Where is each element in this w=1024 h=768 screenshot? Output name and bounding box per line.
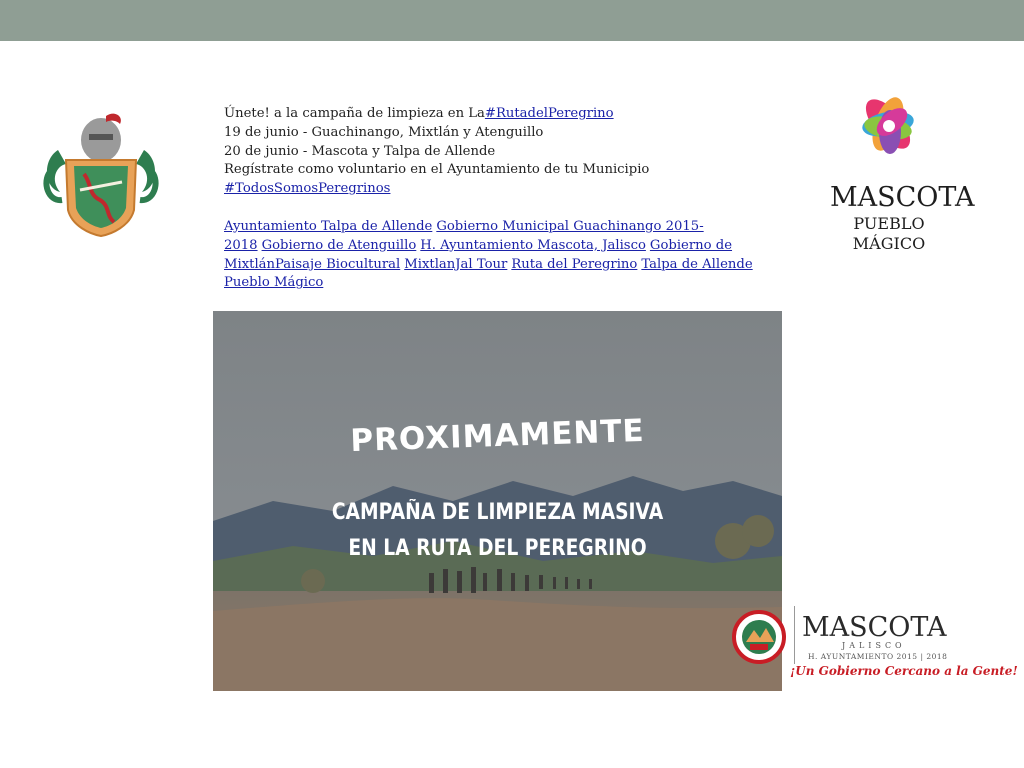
ruta-hashtag-link[interactable]: #RutadelPeregrino <box>484 106 614 121</box>
hashtag-line <box>224 180 764 199</box>
invite-text: Únete! a la campaña de limpieza en La <box>224 106 485 121</box>
brand-name: MASCOTA <box>830 182 975 213</box>
gov-term: H. AYUNTAMIENTO 2015 | 2018 <box>808 652 948 661</box>
tag-link[interactable]: Ruta del Peregrino <box>511 256 638 272</box>
tag-link[interactable]: Pueblo Mágico <box>224 275 324 291</box>
photo-subline-2: EN LA RUTA DEL PEREGRINO <box>348 536 647 561</box>
post-text <box>224 105 764 293</box>
photo-subline-1: CAMPAÑA DE LIMPIEZA MASIVA <box>331 500 664 525</box>
top-bar <box>0 0 1024 41</box>
coat-of-arms-logo <box>40 110 162 240</box>
tags-row-3 <box>224 256 764 275</box>
gov-slogan: ¡Un Gobierno Cercano a la Gente! <box>790 664 1018 678</box>
gov-name: MASCOTA <box>802 612 947 643</box>
tag-link[interactable]: Gobierno Municipal Guachinango 2015- <box>436 218 704 234</box>
gov-state: JALISCO <box>842 641 906 650</box>
tag-link[interactable]: MixtlánPaisaje Biocultural <box>224 256 401 272</box>
tag-link[interactable]: Gobierno de <box>649 237 733 253</box>
post-line-2: 19 de junio - Guachinango, Mixtlán y Atenguillo <box>224 124 544 140</box>
brand-tagline: PUEBLO MÁGICO <box>852 214 926 253</box>
post-line-4: Regístrate como voluntario en el Ayuntamiento de tu Municipio <box>224 162 650 178</box>
post-line-1 <box>224 105 764 124</box>
tag-link[interactable]: Ayuntamiento Talpa de Allende <box>224 218 433 234</box>
tag-link[interactable]: MixtlanJal Tour <box>404 256 508 272</box>
photo-headline: PROXIMAMENTE <box>349 412 646 460</box>
logo-divider <box>794 606 795 664</box>
todos-somos-peregrinos-link[interactable]: #TodosSomosPeregrinos <box>224 181 391 197</box>
tags-row-2 <box>224 237 764 256</box>
post-line-3: 20 de junio - Mascota y Talpa de Allende <box>224 143 496 159</box>
tag-link[interactable]: Talpa de Allende <box>641 256 753 272</box>
tags-row-1 <box>224 218 764 237</box>
tag-link[interactable]: H. Ayuntamiento Mascota, Jalisco <box>420 237 646 253</box>
tag-link[interactable]: 2018 <box>224 237 258 253</box>
tag-link[interactable]: Gobierno de Atenguillo <box>261 237 417 253</box>
tags-row-4 <box>224 274 764 293</box>
municipal-seal-logo <box>732 610 786 664</box>
